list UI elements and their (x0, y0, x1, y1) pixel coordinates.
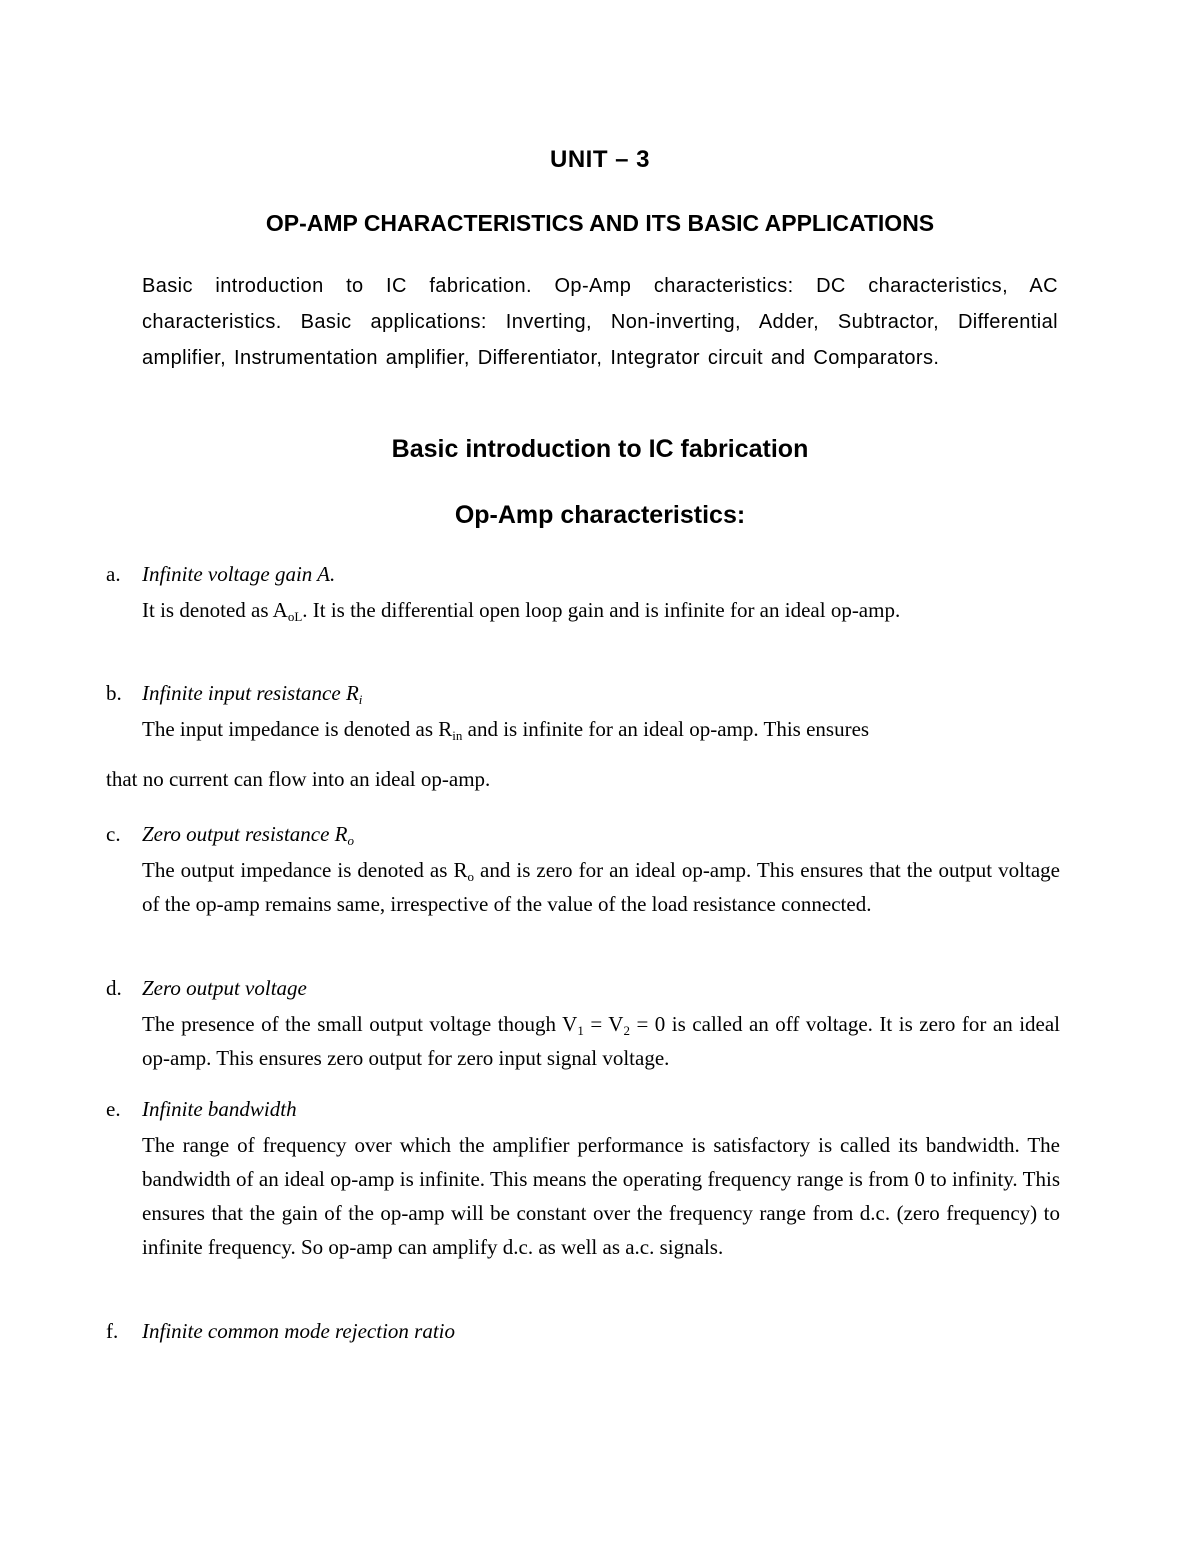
item-e-marker: e. (106, 1097, 121, 1121)
item-d-marker: d. (106, 976, 122, 1000)
item-e-body: The range of frequency over which the amplifier performance is satisfactory is called its bandwidth. The bandwidth of an ideal op-amp is infinite. This means the operating frequency range is from 0 to infinity. This ensures that the gain of the op-amp will be constant over the frequency range from d.c. (zero frequency) to infinite frequency. So op-amp can amplify d.c. as well as a.c. signals. (142, 1133, 1060, 1259)
unit-title: UNIT – 3 (549, 146, 651, 173)
item-a-title: Infinite voltage gain A. (142, 562, 336, 586)
item-b-marker: b. (106, 681, 122, 705)
item-d-title: Zero output voltage (142, 976, 307, 1000)
main-title: OP-AMP CHARACTERISTICS AND ITS BASIC APPLICATIONS (265, 210, 935, 236)
item-c-title: Zero output resistance $R_o$ (142, 822, 355, 848)
heading-opamp-characteristics: Op-Amp characteristics: (454, 501, 746, 529)
item-c-marker: c. (106, 822, 121, 846)
item-f-title: Infinite common mode rejection ratio (142, 1319, 455, 1343)
item-b-body: The input impedance is denoted as $R_{in}$ and is infinite for an ideal op-amp. This ensures (142, 717, 870, 743)
item-f-marker: f. (106, 1319, 119, 1343)
item-a-body: It is denoted as $A_{oL}$. It is the differential open loop gain and is infinite for an ideal op-amp. (142, 598, 901, 624)
item-d-body: The presence of the small output voltage though $V_1 = V_2 = 0$ is called an off voltage. It is zero for an ideal op-amp. This ensures zero output for zero input signal voltage. (142, 1012, 1060, 1070)
item-e-title: Infinite bandwidth (142, 1097, 297, 1121)
item-a-marker: a. (106, 562, 121, 586)
item-c-body: The output impedance is denoted as $R_o$ and is zero for an ideal op-amp. This ensures that the output voltage of the op-amp remains same, irrespective of the value of the load resistance connected. (142, 858, 1060, 916)
item-b-title: Infinite input resistance $R_i$ (142, 681, 363, 707)
syllabus-paragraph: Basic introduction to IC fabrication. Op-Amp characteristics: DC characteristics, AC characteristics. Basic applications: Inverting, Non-inverting, Adder, Subtractor, Differential amplifier, Instrumentation amplifier, Differentiator, Integrator circuit and Comparators. (142, 275, 1058, 369)
item-b-continuation: that no current can flow into an ideal op-amp. (106, 767, 491, 791)
heading-ic-fabrication: Basic introduction to IC fabrication (391, 435, 809, 463)
